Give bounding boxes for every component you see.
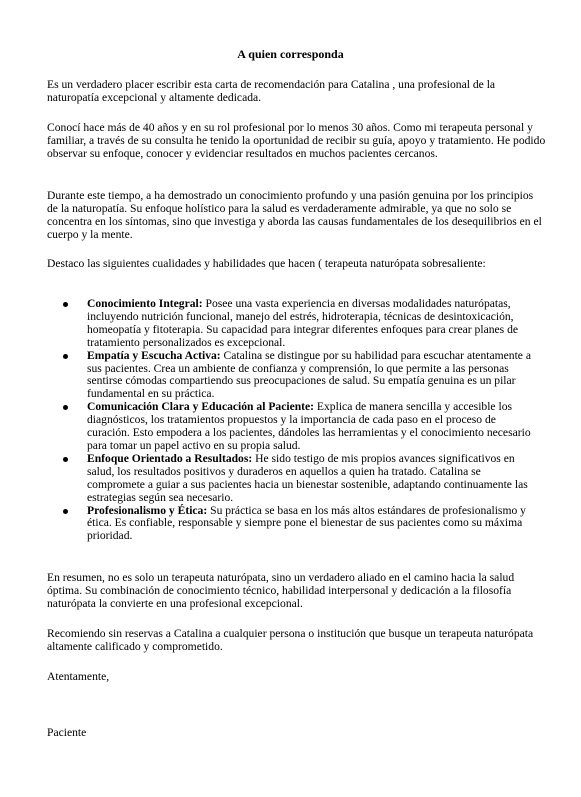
paragraph-intro-text: Es un verdadero placer escribir esta carta de recomendación para Catalina , una profesional de la naturopatía excepcional y altamente dedicada. xyxy=(47,78,496,104)
list-item-heading: Profesionalismo y Ética: xyxy=(87,503,208,517)
list-item xyxy=(60,453,538,505)
list-item-heading: Empatía y Escucha Activa: xyxy=(87,348,221,362)
closing-text: Atentamente, xyxy=(47,670,110,683)
list-item-heading: Conocimiento Integral: xyxy=(87,297,203,310)
list-item xyxy=(60,401,538,453)
paragraph-summary-text: En resumen, no es solo un terapeuta naturópata, sino un verdadero aliado en el camino hacia la salud óptima. Su combinación de conocimiento técnico, habilidad interpersonal y dedicación a la filosofía naturópata la convierte en una profesional excepcional. xyxy=(47,571,515,610)
list-item-text: Explica de manera sencilla y accesible los diagnósticos, los tratamientos propuestos y la importancia de cada paso en el proceso de curación. Esto empodera a los pacientes, dándoles las herramientas y el conocimiento necesario para tomar un papel activo en su propia salud. xyxy=(87,400,531,452)
signature-text: Paciente xyxy=(47,726,87,739)
paragraph-recommendation-text: Recomiendo sin reservas a Catalina a cualquier persona o institución que busque un terapeuta naturópata altamente calificado y comprometido. xyxy=(47,627,534,653)
bullet-icon xyxy=(63,354,68,359)
paragraph-knowledge-text: Durante este tiempo, a ha demostrado un conocimiento profundo y una pasión genuina por los principios de la naturopatía. Su enfoque holístico para la salud es verdaderamente admirable, ya que no solo se concentra en los síntomas, sino que investiga y aborda las causas fundamentales de los desequilibrios en el cuerpo y la mente. xyxy=(47,189,542,241)
list-item-text: Catalina se distingue por su habilidad para escuchar atentamente a sus pacientes. Crea un ambiente de confianza y comprensión, lo que permite a las personas sentirse cómodas compartiendo sus preocupaciones de salud. Su empatía genuina es un pilar fundamental en su práctica. xyxy=(87,348,531,401)
list-item-text: Su práctica se basa en los más altos estándares de profesionalismo y ética. Es confiable, responsable y siempre pone el bienestar de sus pacientes como su máxima prioridad. xyxy=(87,503,526,543)
list-item xyxy=(60,298,538,350)
list-item-text: He sido testigo de mis propios avances significativos en salud, los resultados positivos y duraderos en aquellos a quien ha tratado. Catalina se compromete a guiar a sus pacientes hacia un bienestar sostenible, adaptando continuamente las estrategias según sea necesario. xyxy=(87,451,528,504)
signature xyxy=(47,727,547,740)
bullet-icon xyxy=(63,302,68,307)
list-item-heading: Comunicación Clara y Educación al Paciente: xyxy=(87,400,315,414)
paragraph-qualities-intro-text: Destaco las siguientes cualidades y habilidades que hacen ( terapeuta naturópata sobresaliente: xyxy=(47,257,486,270)
list-item xyxy=(60,350,538,402)
paragraph-acquaintance xyxy=(47,122,547,161)
bullet-icon xyxy=(63,405,68,410)
paragraph-knowledge xyxy=(47,190,547,242)
closing xyxy=(47,671,547,684)
paragraph-qualities-intro xyxy=(47,258,547,271)
paragraph-intro xyxy=(47,79,547,105)
paragraph-recommendation xyxy=(47,628,547,654)
list-item-heading: Enfoque Orientado a Resultados: xyxy=(87,451,253,465)
list-item xyxy=(60,505,538,544)
bullet-icon xyxy=(63,509,68,514)
letter-title: A quien corresponda xyxy=(237,47,344,61)
paragraph-acquaintance-text: Conocí hace más de 40 años y en su rol profesional por lo menos 30 años. Como mi terapeuta personal y familiar, a través de su consulta he tenido la oportunidad de recibir su guía, apoyo y tratamiento. He podido observar su enfoque, conocer y evidenciar resultados en muchos pacientes cercanos. xyxy=(47,121,546,160)
list-item-text: Posee una vasta experiencia en diversas modalidades naturópatas, incluyendo nutrición funcional, manejo del estrés, hidroterapia, técnicas de desintoxicación, homeopatía y fitoterapia. Su capacidad para integrar diferentes enfoques para crear planes de tratamiento personalizados es excepcional. xyxy=(87,297,519,349)
qualities-list xyxy=(60,298,538,543)
bullet-icon xyxy=(63,457,68,462)
paragraph-summary xyxy=(47,572,547,611)
